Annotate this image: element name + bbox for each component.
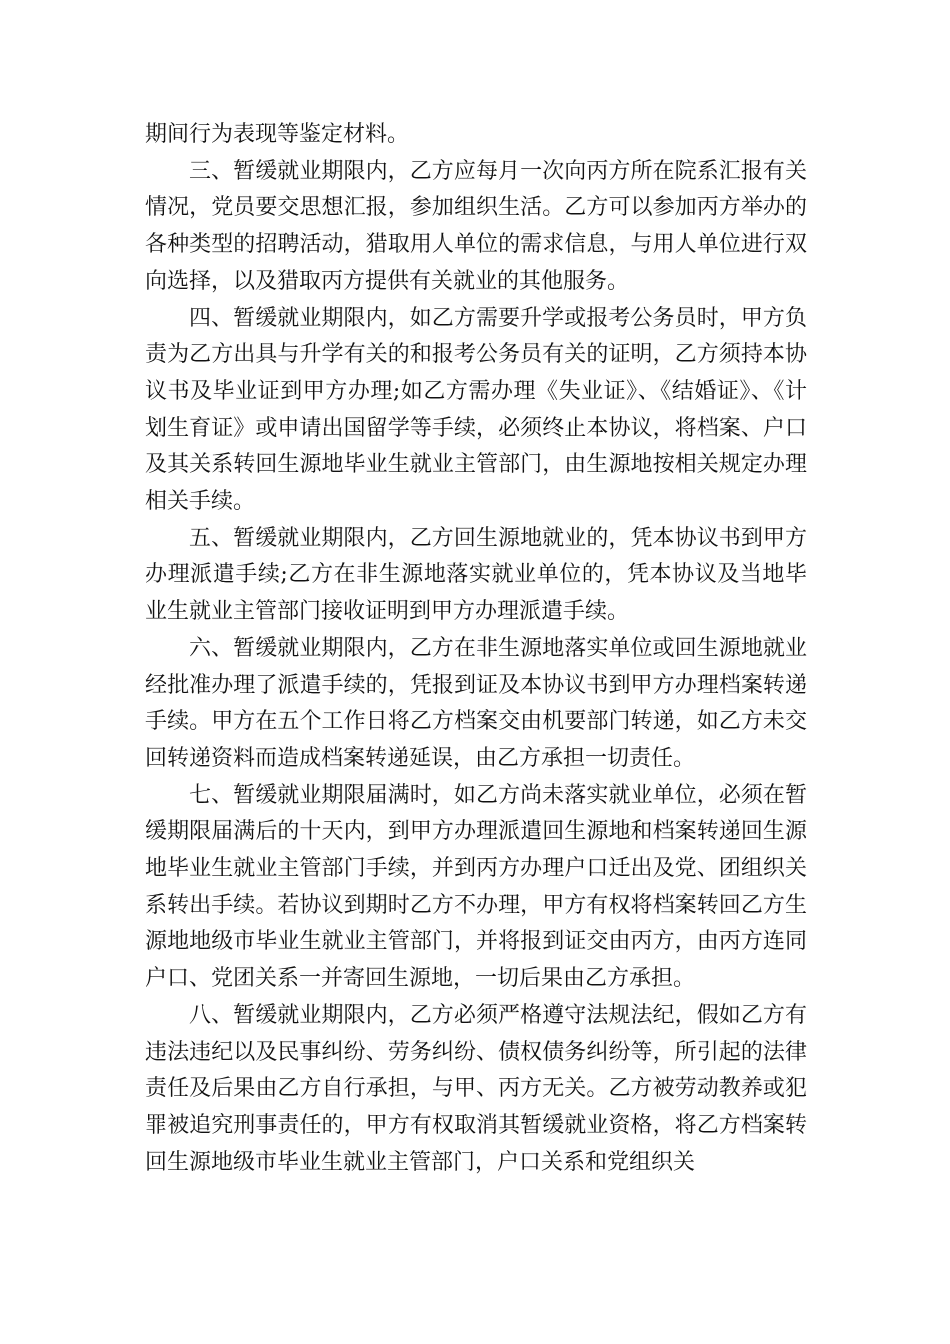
paragraph-clause-3: 三、暂缓就业期限内，乙方应每月一次向丙方所在院系汇报有关情况，党员要交思想汇报，参加组织生活。乙方可以参加丙方举办的各种类型的招聘活动，猎取用人单位的需求信息，与用人单位进行双向选择，以及猎取丙方提供有关就业的其他服务。	[145, 158, 807, 294]
paragraph-clause-8: 八、暂缓就业期限内，乙方必须严格遵守法规法纪，假如乙方有违法违纪以及民事纠纷、劳务纠纷、债权债务纠纷等，所引起的法律责任及后果由乙方自行承担，与甲、丙方无关。乙方被劳动教养或犯罪被追究刑事责任的，甲方有权取消其暂缓就业资格，将乙方档案转回生源地级市毕业生就业主管部门，户口关系和党组织关	[145, 1002, 807, 1175]
paragraph-clause-4: 四、暂缓就业期限内，如乙方需要升学或报考公务员时，甲方负责为乙方出具与升学有关的和报考公务员有关的证明，乙方须持本协议书及毕业证到甲方办理;如乙方需办理《失业证》、《结婚证》、《计划生育证》或申请出国留学等手续，必须终止本协议，将档案、户口及其关系转回生源地毕业生就业主管部门，由生源地按相关规定办理相关手续。	[145, 305, 807, 515]
paragraph-clause-6: 六、暂缓就业期限内，乙方在非生源地落实单位或回生源地就业经批准办理了派遣手续的，凭报到证及本协议书到甲方办理档案转递手续。甲方在五个工作日将乙方档案交由机要部门转递，如乙方未交回转递资料而造成档案转递延误，由乙方承担一切责任。	[145, 635, 807, 771]
paragraph-clause-7: 七、暂缓就业期限届满时，如乙方尚未落实就业单位，必须在暂缓期限届满后的十天内，到甲方办理派遣回生源地和档案转递回生源地毕业生就业主管部门手续，并到丙方办理户口迁出及党、团组织关系转出手续。若协议到期时乙方不办理，甲方有权将档案转回乙方生源地地级市毕业生就业主管部门，并将报到证交由丙方，由丙方连同户口、党团关系一并寄回生源地，一切后果由乙方承担。	[145, 782, 807, 992]
paragraph-clause-5: 五、暂缓就业期限内，乙方回生源地就业的，凭本协议书到甲方办理派遣手续;乙方在非生源地落实就业单位的，凭本协议及当地毕业生就业主管部门接收证明到甲方办理派遣手续。	[145, 525, 807, 625]
paragraph-continuation: 期间行为表现等鉴定材料。	[145, 122, 410, 147]
document-page	[145, 117, 807, 1181]
